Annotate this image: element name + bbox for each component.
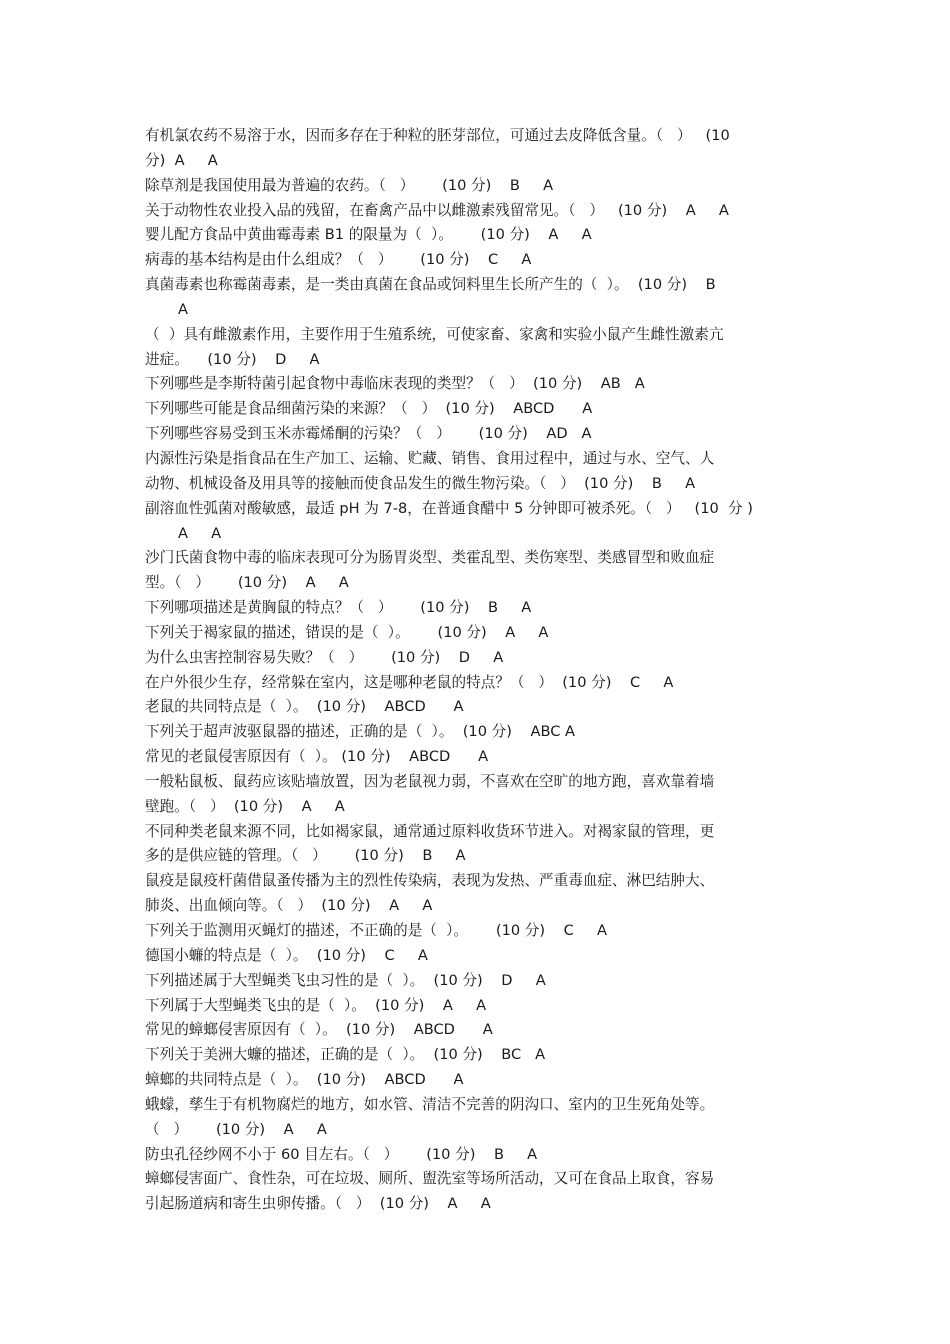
text-line: 防虫孔径纱网不小于 60 目左右。（ ） (10 分) B A <box>145 1145 538 1163</box>
text-line: 为什么虫害控制容易失败？（ ） (10 分) D A <box>145 648 504 666</box>
text-line: 肺炎、出血倾向等。（ ） (10 分) A A <box>145 897 433 915</box>
text-line: 型。（ ） (10 分) A A <box>145 574 349 592</box>
text-line: 蟑螂侵害面广、食性杂，可在垃圾、厕所、盥洗室等场所活动，又可在食品上取食，容易 <box>145 1170 715 1188</box>
text-line: 真菌毒素也称霉菌毒素，是一类由真菌在食品或饲料里生长所产生的（ ）。 (10 分) B <box>145 276 716 294</box>
text-line: 多的是供应链的管理。（ ） (10 分) B A <box>145 847 466 865</box>
text-line: 分) A A <box>145 151 218 169</box>
text-line: 下列哪些容易受到玉米赤霉烯酮的污染？（ ） (10 分) AD A <box>145 425 592 443</box>
text-line: （ ）具有雌激素作用，主要作用于生殖系统，可使家畜、家禽和实验小鼠产生雌性激素亢 <box>145 325 724 343</box>
text-line: 副溶血性弧菌对酸敏感，最适 pH 为 7-8，在普通食醋中 5 分钟即可被杀死。（ ） (10 分 ) <box>145 499 753 517</box>
text-line: 进症。 (10 分) D A <box>145 350 320 368</box>
text-line: 德国小蠊的特点是（ ）。 (10 分) C A <box>145 946 428 964</box>
text-line: 下列关于美洲大蠊的描述，正确的是（ ）。 (10 分) BC A <box>145 1046 546 1064</box>
text-line: 壁跑。（ ） (10 分) A A <box>145 797 345 815</box>
text-line: 常见的老鼠侵害原因有（ ）。 (10 分) ABCD A <box>145 748 489 766</box>
text-line: 下列关于超声波驱鼠器的描述，正确的是（ ）。 (10 分) ABC A <box>145 723 576 741</box>
text-line: 在户外很少生存，经常躲在室内，这是哪种老鼠的特点？（ ） (10 分) C A <box>145 673 674 691</box>
text-line: 鼠疫是鼠疫杆菌借鼠蚤传播为主的烈性传染病，表现为发热、严重毒血症、淋巴结肿大、 <box>145 872 715 890</box>
text-line: 下列哪些是李斯特菌引起食物中毒临床表现的类型？（ ） (10 分) AB A <box>145 375 645 393</box>
text-line: 内源性污染是指食品在生产加工、运输、贮藏、销售、食用过程中，通过与水、空气、人 <box>145 449 715 467</box>
question-list <box>145 124 809 1217</box>
text-line: 蟑螂的共同特点是（ ）。 (10 分) ABCD A <box>145 1071 464 1089</box>
text-line: 下列关于褐家鼠的描述，错误的是（ ）。 (10 分) A A <box>145 623 549 641</box>
text-line: 下列描述属于大型蝇类飞虫习性的是（ ）。 (10 分) D A <box>145 971 546 989</box>
text-line: 老鼠的共同特点是（ ）。 (10 分) ABCD A <box>145 698 464 716</box>
text-line: 有机氯农药不易溶于水，因而多存在于种粒的胚芽部位，可通过去皮降低含量。（ ） (10 <box>145 127 730 144</box>
text-line: 不同种类老鼠来源不同，比如褐家鼠，通常通过原料收货环节进入。对褐家鼠的管理，更 <box>145 822 715 840</box>
text-line: 下列关于监测用灭蝇灯的描述，不正确的是（ ）。 (10 分) C A <box>145 922 607 939</box>
text-line: 引起肠道病和寄生虫卵传播。（ ） (10 分) A A <box>145 1195 491 1213</box>
text-line: 关于动物性农业投入品的残留，在畜禽产品中以雌激素残留常见。（ ） (10 分) A A <box>145 201 729 219</box>
text-line: 下列哪些可能是食品细菌污染的来源？（ ） (10 分) ABCD A <box>145 400 593 418</box>
text-line: 婴儿配方食品中黄曲霉毒素 B1 的限量为（ ）。 (10 分) A A <box>145 226 592 244</box>
text-line: 一般粘鼠板、鼠药应该贴墙放置，因为老鼠视力弱，不喜欢在空旷的地方跑，喜欢靠着墙 <box>145 772 715 790</box>
text-line: 常见的蟑螂侵害原因有（ ）。 (10 分) ABCD A <box>145 1021 493 1039</box>
text-line: A A <box>178 524 222 542</box>
text-line: 蛾蠓，孳生于有机物腐烂的地方，如水管、清洁不完善的阴沟口、室内的卫生死角处等。 <box>145 1095 715 1113</box>
text-line: 动物、机械设备及用具等的接触而使食品发生的微生物污染。（ ） (10 分) B A <box>145 474 696 492</box>
text-line: 病毒的基本结构是由什么组成？（ ） (10 分) C A <box>145 251 532 269</box>
text-line: （ ） (10 分) A A <box>145 1120 327 1138</box>
text-line: 沙门氏菌食物中毒的临床表现可分为肠胃炎型、类霍乱型、类伤寒型、类感冒型和败血症 <box>145 549 715 567</box>
text-line: 下列哪项描述是黄胸鼠的特点？（ ） (10 分) B A <box>145 599 532 617</box>
text-line: A <box>178 300 188 318</box>
text-line: 下列属于大型蝇类飞虫的是（ ）。 (10 分) A A <box>145 996 487 1014</box>
text-line: 除草剂是我国使用最为普遍的农药。（ ） (10 分) B A <box>145 176 554 194</box>
